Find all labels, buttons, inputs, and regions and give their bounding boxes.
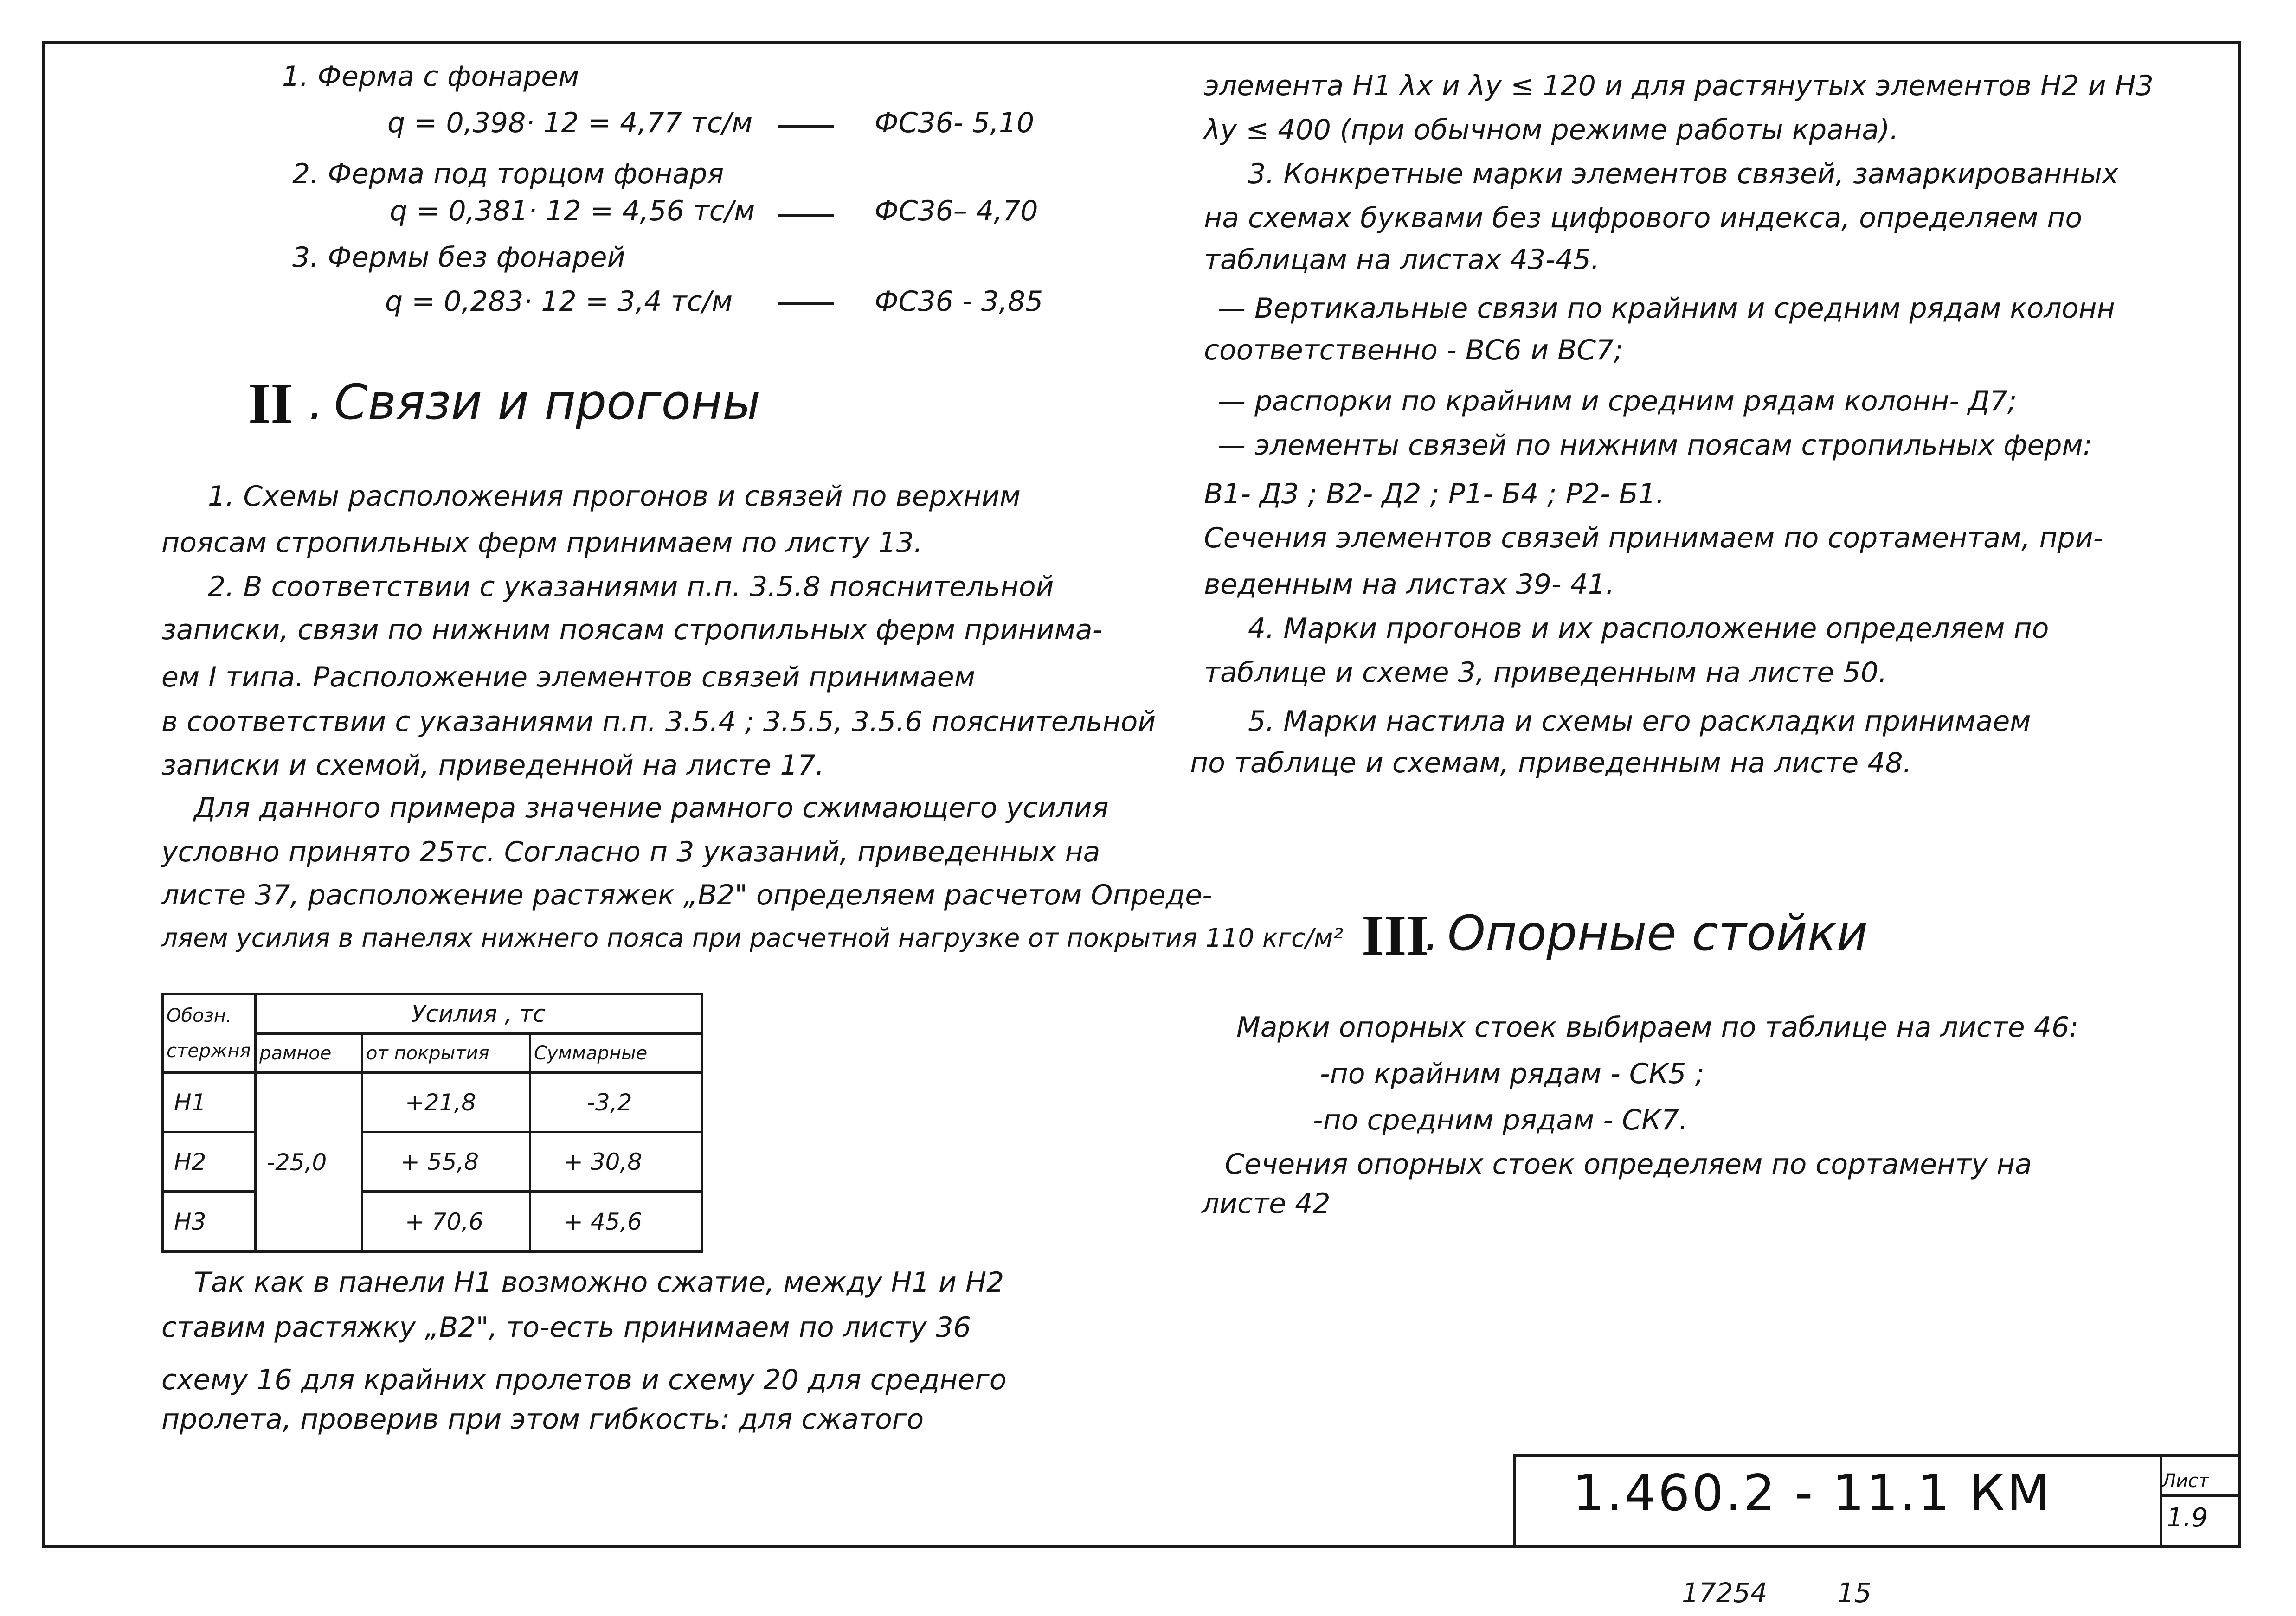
inventory-number: 17254 — [1682, 1577, 1768, 1609]
r-line-1: элемента Н1 λx и λy ≤ 120 и для растянутых элементов Н2 и Н3 — [1204, 70, 2154, 102]
s2-line-5: ем I типа. Расположение элементов связей принимаем — [161, 661, 975, 693]
r-line-15: 5. Марки настила и схемы его раскладки принимаем — [1248, 705, 2031, 737]
after-line-1: Так как в панели Н1 возможно сжатие, между Н1 и Н2 — [194, 1266, 1004, 1299]
section-3-title: Опорные стойки — [1447, 905, 1868, 962]
header-coverage: от покрытия — [362, 1034, 530, 1073]
table-row — [163, 1132, 702, 1192]
r-line-12: веденным на листах 39- 41. — [1204, 568, 1615, 601]
frame-force: -25,0 — [256, 1073, 362, 1252]
r-line-11: Сечения элементов связей принимаем по сортаментам, при- — [1204, 522, 2103, 554]
header-forces: Усилия , тс — [256, 994, 702, 1034]
s3-line-4: Сечения опорных стоек определяем по сортаменту на — [1225, 1148, 2032, 1180]
r-line-6: — Вертикальные связи по крайним и средним рядам колонн — [1218, 292, 2115, 325]
title-block-left — [1513, 1454, 1516, 1548]
after-line-4: пролета, проверив при этом гибкость: для сжатого — [161, 1403, 924, 1436]
section-2-dot: . — [309, 374, 324, 430]
header-total: Суммарные — [530, 1034, 702, 1073]
s2-line-1: 1. Схемы расположения прогонов и связей по верхним — [208, 480, 1021, 513]
table-row — [163, 1192, 702, 1252]
truss-2-formula: q = 0,381· 12 = 4,56 тс/м — [390, 195, 755, 227]
r-line-3: 3. Конкретные марки элементов связей, замаркированных — [1248, 158, 2119, 190]
s2-line-11: ляем усилия в панелях нижнего пояса при расчетной нагрузке от покрытия 110 кгс/м² — [161, 923, 1344, 953]
row-3-total: + 45,6 — [530, 1192, 702, 1252]
truss-3-formula: q = 0,283· 12 = 3,4 тс/м — [385, 285, 733, 318]
row-3-bar: Н3 — [163, 1192, 256, 1252]
truss-2-mark: ФС36– 4,70 — [875, 195, 1038, 227]
truss-3-mark: ФС36 - 3,85 — [875, 285, 1043, 318]
after-line-3: схему 16 для крайних пролетов и схему 20 для среднего — [161, 1364, 1007, 1396]
s2-line-7: записки и схемой, приведенной на листе 17. — [161, 749, 824, 782]
row-1-total: -3,2 — [530, 1073, 702, 1132]
s2-line-8: Для данного примера значение рамного сжимающего усилия — [194, 792, 1109, 824]
document-code: 1.460.2 - 11.1 КМ — [1573, 1464, 2052, 1522]
s2-line-2: поясам стропильных ферм принимаем по листу 13. — [161, 526, 923, 559]
row-3-coverage: + 70,6 — [362, 1192, 530, 1252]
truss-2-title: 2. Ферма под торцом фонаря — [292, 158, 724, 190]
row-1-bar: Н1 — [163, 1073, 256, 1132]
r-line-14: таблице и схеме 3, приведенным на листе 50. — [1204, 656, 1887, 689]
table-row — [163, 1073, 702, 1132]
after-line-2: ставим растяжку „В2", то-есть принимаем по листу 36 — [161, 1311, 971, 1344]
truss-3-dash — [778, 302, 834, 305]
truss-3-title: 3. Фермы без фонарей — [292, 241, 625, 274]
r-line-9: — элементы связей по нижним поясам стропильных ферм: — [1218, 429, 2092, 462]
truss-1-dash — [778, 125, 834, 128]
title-block-sheet-line — [2160, 1494, 2241, 1497]
r-line-2: λy ≤ 400 (при обычном режиме работы крана). — [1204, 114, 1899, 146]
s3-line-5: листе 42 — [1202, 1187, 1331, 1220]
s2-line-10: листе 37, расположение растяжек „В2" определяем расчетом Опреде- — [161, 879, 1212, 911]
row-2-coverage: + 55,8 — [362, 1132, 530, 1192]
s2-line-3: 2. В соответствии с указаниями п.п. 3.5.8 пояснительной — [208, 571, 1054, 603]
section-2-title: Связи и прогоны — [334, 374, 761, 430]
row-1-coverage: +21,8 — [362, 1073, 530, 1132]
s2-line-4: записки, связи по нижним поясам стропильных ферм принима- — [161, 614, 1103, 646]
truss-1-formula: q = 0,398· 12 = 4,77 тс/м — [387, 107, 753, 139]
s3-line-3: -по средним рядам - СК7. — [1313, 1104, 1688, 1136]
row-2-total: + 30,8 — [530, 1132, 702, 1192]
r-line-5: таблицам на листах 43-45. — [1204, 244, 1600, 276]
r-line-10: В1- Д3 ; В2- Д2 ; Р1- Б4 ; Р2- Б1. — [1204, 478, 1665, 510]
r-line-8: — распорки по крайним и средним рядам колонн- Д7; — [1218, 385, 2017, 417]
r-line-13: 4. Марки прогонов и их расположение определяем по — [1248, 612, 2049, 645]
r-line-4: на схемах буквами без цифрового индекса, определяем по — [1204, 202, 2083, 234]
sheet-number: 1.9 — [2167, 1503, 2208, 1533]
section-2-numeral: II — [248, 372, 293, 435]
r-line-16: по таблице и схемам, приведенным на листе 48. — [1190, 747, 1912, 779]
header-frame: рамное — [256, 1034, 362, 1073]
section-3-dot: . — [1424, 905, 1440, 962]
force-table — [161, 993, 703, 1253]
sheet-label: Лист — [2162, 1470, 2209, 1492]
section-3-numeral: III — [1362, 904, 1429, 967]
s2-line-6: в соответствии с указаниями п.п. 3.5.4 ; 3.5.5, 3.5.6 пояснительной — [161, 705, 1156, 738]
truss-2-dash — [778, 214, 834, 217]
s3-line-2: -по крайним рядам - СК5 ; — [1320, 1058, 1704, 1090]
r-line-7: соответственно - ВС6 и ВС7; — [1204, 334, 1623, 366]
truss-1-title: 1. Ферма с фонарем — [282, 60, 579, 93]
header-bar-designation: Обозн. стержня — [163, 994, 256, 1073]
title-block-divider — [2160, 1454, 2162, 1548]
row-2-bar: Н2 — [163, 1132, 256, 1192]
title-block-top — [1513, 1454, 2241, 1457]
truss-1-mark: ФС36- 5,10 — [875, 107, 1035, 139]
s2-line-9: условно принято 25тс. Согласно п 3 указаний, приведенных на — [161, 836, 1100, 868]
s3-line-1: Марки опорных стоек выбираем по таблице на листе 46: — [1236, 1011, 2079, 1044]
page-number: 15 — [1837, 1577, 1872, 1609]
